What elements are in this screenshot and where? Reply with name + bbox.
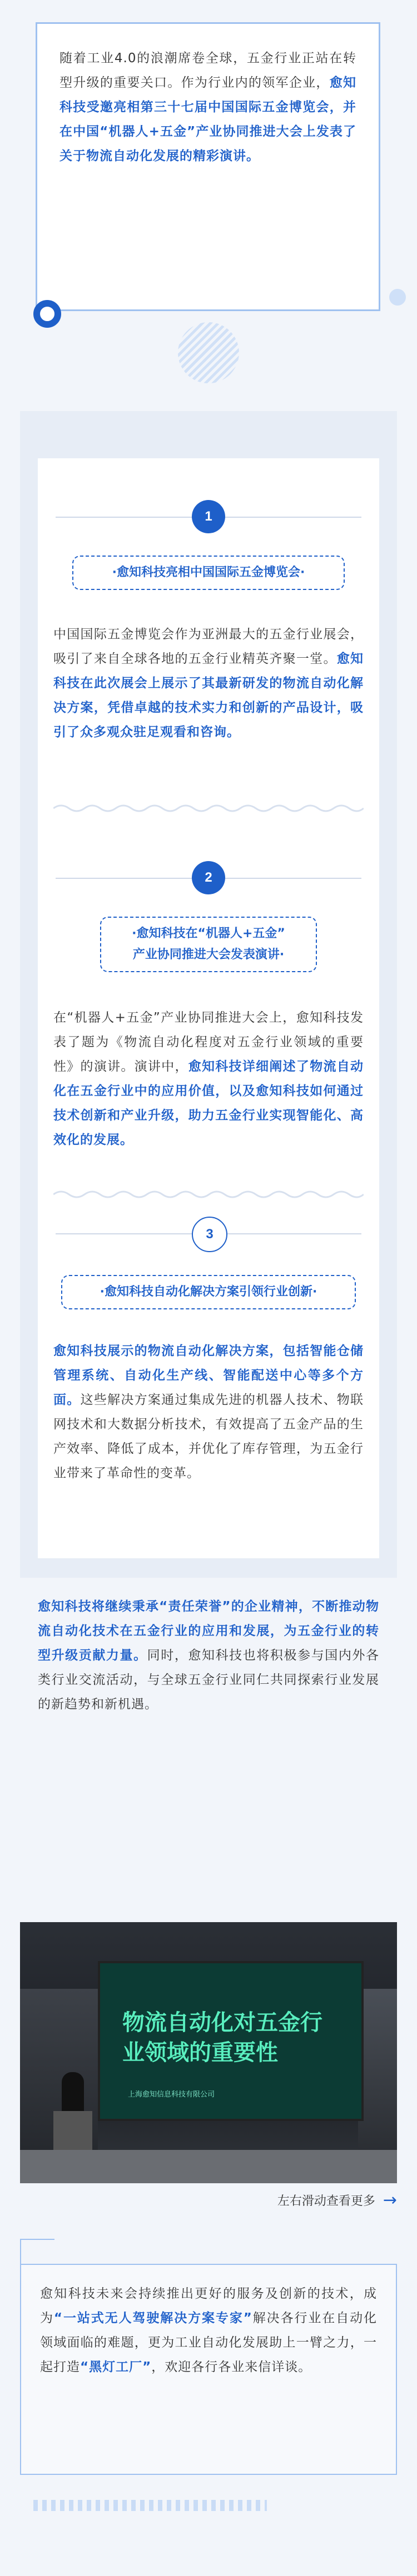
section-body-3: 愈知科技展示的物流自动化解决方案，包括智能仓储管理系统、自动化生产线、智能配送中心等多个方面。这些解决方案通过集成先进的机器人技术、物联网技术和大数据分析技术，有效提高了五金产品的生产效率、降低了成本，并优化了库存管理，为五金行业带来了革命性的变革。 bbox=[53, 1344, 364, 1480]
screen-title: 物流自动化对五金行业领域的重要性 bbox=[122, 2010, 322, 2065]
wave-divider bbox=[53, 803, 364, 814]
dash-decoration bbox=[33, 2500, 267, 2511]
bottom-card bbox=[20, 2264, 397, 2475]
stripe-circle-decoration bbox=[178, 322, 239, 383]
section-number-3: 3 bbox=[192, 1217, 227, 1252]
bottom-paragraph: 愈知科技未来会持续推出更好的服务及创新的技术，成为“一站式无人驾驶解决方案专家”解决各行业在自动化领域面临的难题，更为工业自动化发展助上一臂之力，一起打造“黑灯工厂”，欢迎各行各业来信详谈。 bbox=[40, 2287, 378, 2374]
ring-decoration bbox=[33, 300, 61, 328]
swipe-hint[interactable] bbox=[20, 2186, 397, 2214]
floor bbox=[20, 2150, 397, 2183]
presentation-screen bbox=[98, 1961, 364, 2121]
section-number-1: 1 bbox=[192, 500, 225, 533]
closing-paragraph: 愈知科技将继续秉承“责任荣誉”的企业精神，不断推动物流自动化技术在五金行业的应用和发展，为五金行业的转型升级贡献力量。同时，愈知科技也将积极参与国内外各类行业交流活动，与全球五金行业同仁共同探索行业发展的新趋势和新机遇。 bbox=[38, 1599, 380, 1712]
intro-text: 随着工业4.0的浪潮席卷全球，五金行业正站在转型升级的重要关口。作为行业内的领军企业， bbox=[59, 51, 356, 90]
section-title-2-line2: 产业协同推进大会发表演讲· bbox=[132, 948, 285, 962]
intro-highlight: 愈知科技受邀亮相第三十七届中国国际五金博览会，并在中国“机器人+五金”产业协同推进大会上发表了关于物流自动化发展的精彩演讲。 bbox=[59, 76, 357, 163]
swipe-label: 左右滑动查看更多 bbox=[277, 2194, 375, 2208]
section-title-3: ·愈知科技自动化解决方案引领行业创新· bbox=[61, 1275, 356, 1309]
dot-decoration bbox=[389, 289, 406, 306]
section-title-2-line1: ·愈知科技在“机器人+五金” bbox=[132, 927, 285, 941]
section-title-2 bbox=[100, 917, 317, 972]
booth-right bbox=[358, 1989, 397, 2155]
intro-paragraph bbox=[59, 46, 356, 168]
screen-subtitle: 上海愈知信息科技有限公司 bbox=[128, 2090, 215, 2099]
sections-panel bbox=[38, 458, 379, 1083]
section-body-2: 在“机器人+五金”产业协同推进大会上，愈知科技发表了题为《物流自动化程度对五金行业领域的重要性》的演讲。演讲中，愈知科技详细阐述了物流自动化在五金行业中的应用价值，以及愈知科技如何通过技术创新和产业升级，助力五金行业实现智能化、高效化的发展。 bbox=[53, 1011, 364, 1147]
wave-divider bbox=[53, 1189, 364, 1200]
section-title-1: ·愈知科技亮相中国国际五金博览会· bbox=[72, 556, 345, 590]
section-body-1: 中国国际五金博览会作为亚洲最大的五金行业展会，吸引了来自全球各地的五金行业精英齐聚一堂。愈知科技在此次展会上展示了其最新研发的物流自动化解决方案，凭借卓越的技术实力和创新的产品设计，吸引了众多观众驻足观看和咨询。 bbox=[53, 627, 364, 739]
section-number-2: 2 bbox=[192, 861, 225, 894]
intro-card bbox=[36, 22, 380, 311]
event-photo bbox=[20, 1922, 397, 2183]
arrow-right-icon[interactable]: → bbox=[383, 2190, 397, 2210]
